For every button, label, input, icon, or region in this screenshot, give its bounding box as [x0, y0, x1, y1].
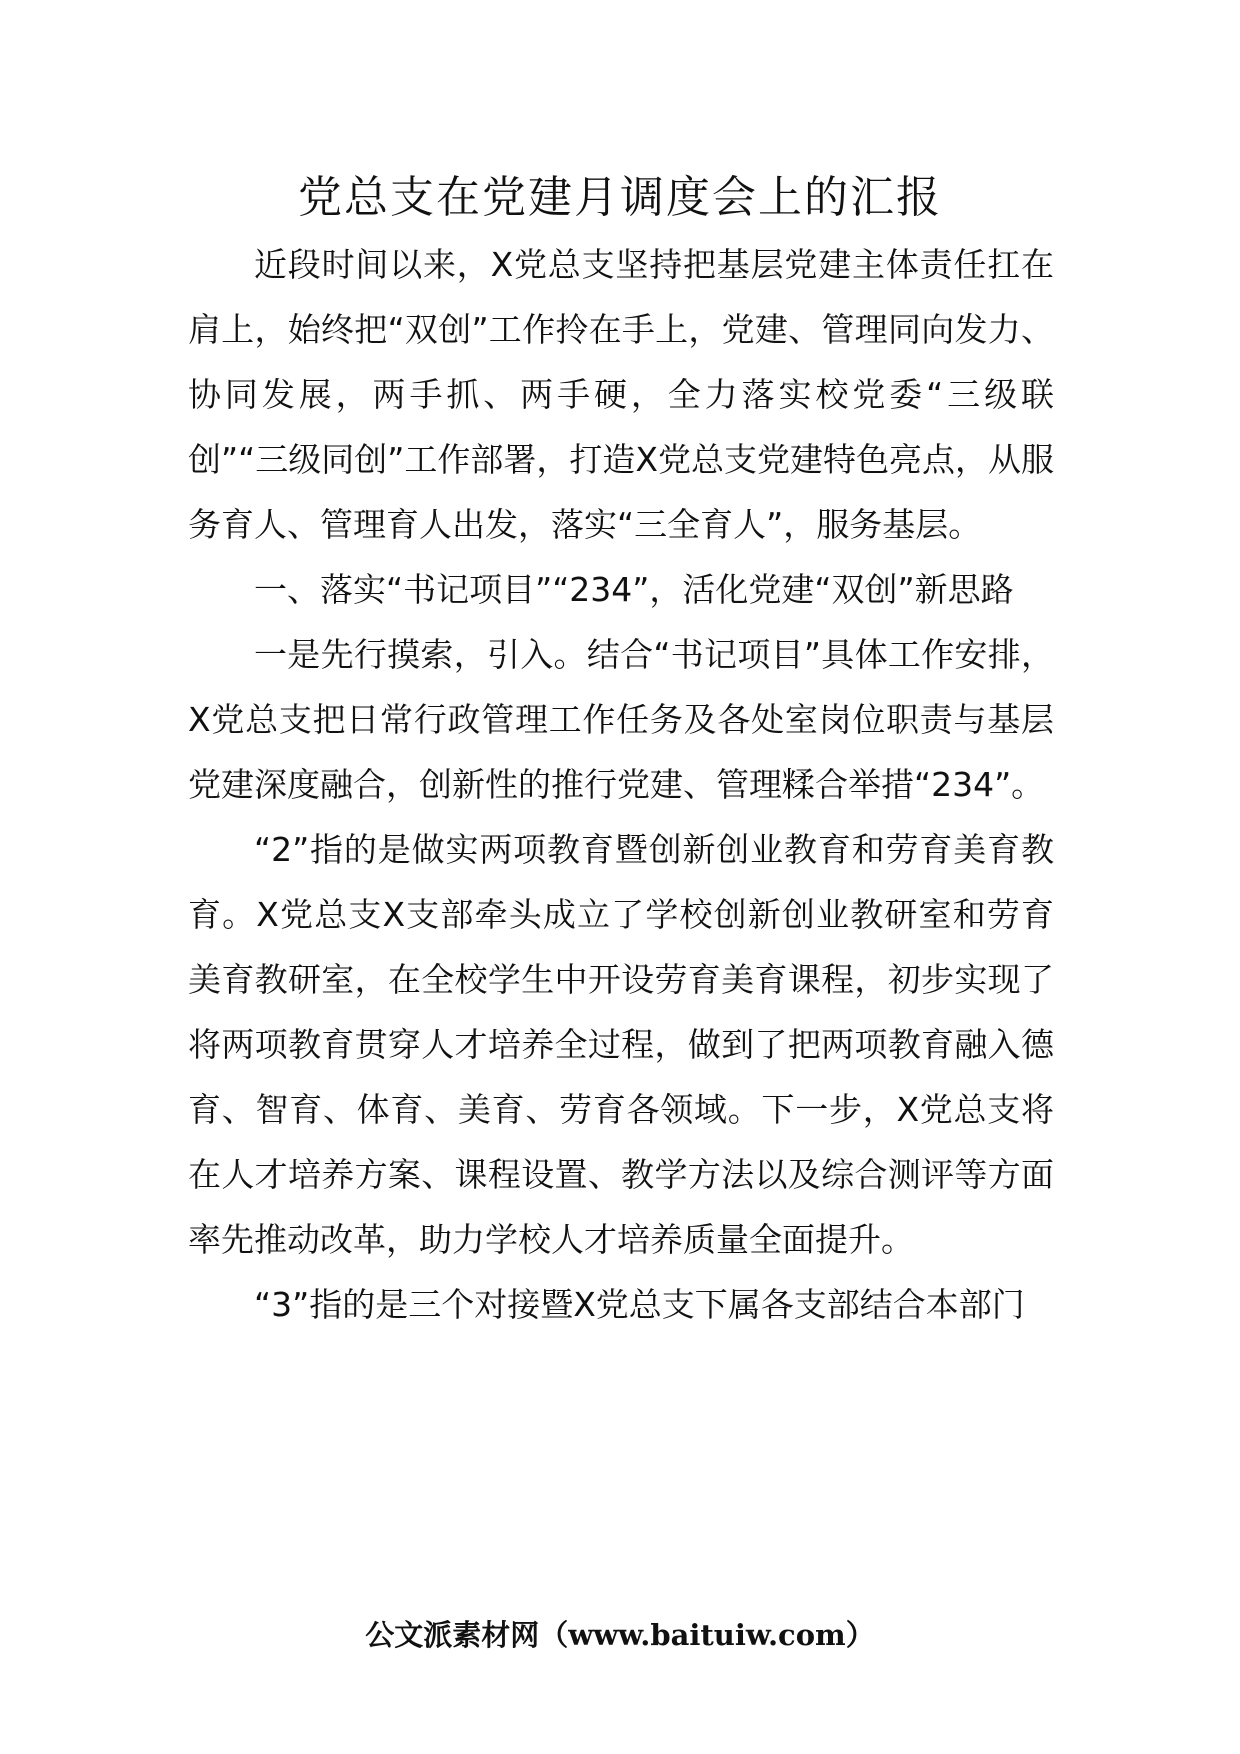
paragraph-intro: 近段时间以来，X党总支坚持把基层党建主体责任扛在肩上，始终把“双创”工作拎在手上，党建、管理同向发力、协同发展，两手抓、两手硬，全力落实校党委“三级联创”“三级同创”工作部署，打造X党总支党建特色亮点，从服务育人、管理育人出发，落实“三全育人”，服务基层。: [188, 245, 1054, 544]
paragraph-point-3: “3”指的是三个对接暨X党总支下属各支部结合本部门: [254, 1285, 1025, 1324]
document-body: [188, 232, 1054, 1337]
paragraph-point-2: “2”指的是做实两项教育暨创新创业教育和劳育美育教育。X党总支X支部牵头成立了学校创新创业教研室和劳育美育教研室，在全校学生中开设劳育美育课程，初步实现了将两项教育贯穿人才培养全过程，做到了把两项教育融入德育、智育、体育、美育、劳育各领域。下一步，X党总支将在人才培养方案、课程设置、教学方法以及综合测评等方面率先推动改革，助力学校人才培养质量全面提升。: [188, 830, 1054, 1259]
section-heading-1: 一、落实“书记项目”“234”，活化党建“双创”新思路: [254, 570, 1014, 609]
document-title: 党总支在党建月调度会上的汇报: [298, 172, 942, 223]
paragraph-point-1: 一是先行摸索，引入。结合“书记项目”具体工作安排，X党总支把日常行政管理工作任务及各处室岗位职责与基层党建深度融合，创新性的推行党建、管理糅合举措“234”。: [188, 635, 1054, 804]
footer-watermark: 公文派素材网（www.baituiw.com）: [365, 1618, 875, 1652]
